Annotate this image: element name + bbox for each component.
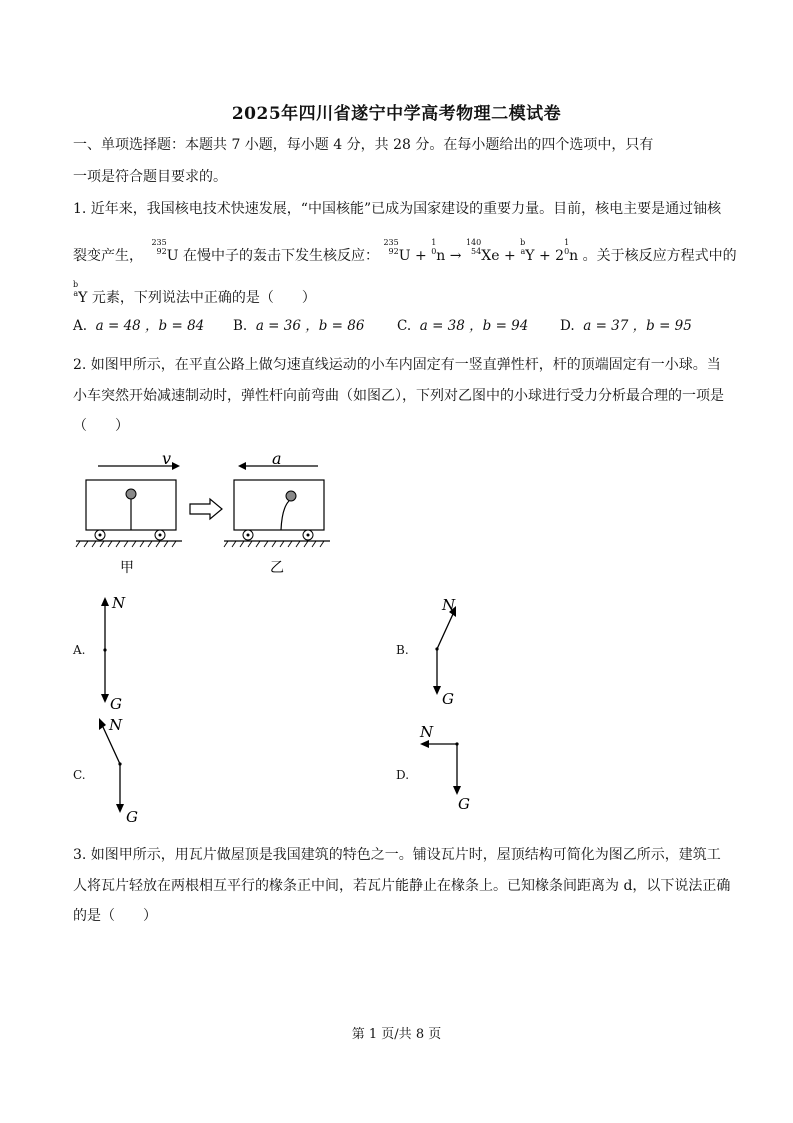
- caption-yi: 乙: [270, 560, 284, 576]
- xe-mass: 140: [465, 238, 482, 247]
- option-label: A.: [73, 318, 88, 334]
- normal-force-label: N: [112, 594, 126, 612]
- q2-text-line3: （ ）: [73, 418, 129, 434]
- q1-text-line2: [73, 238, 737, 267]
- q2-option-b-label[interactable]: B.: [396, 643, 409, 657]
- u-mass: 235: [383, 238, 399, 247]
- nuclide-y: [73, 280, 92, 306]
- n2-mass: 1: [564, 238, 570, 247]
- y-symbol: Y: [78, 290, 88, 306]
- option-text: a = 36 ，b = 86: [255, 318, 365, 334]
- n-mass: 1: [431, 238, 437, 247]
- q1-option-b[interactable]: [233, 314, 364, 334]
- q1-option-a[interactable]: [73, 314, 204, 334]
- q1-line2-suffix: 。关于核反应方程式中的: [582, 248, 737, 264]
- q2-option-c-diagram[interactable]: [90, 712, 150, 827]
- plus-sign: +: [415, 248, 427, 264]
- gravity-label: G: [458, 795, 470, 813]
- acceleration-label: a: [272, 449, 282, 468]
- q1-line2-prefix: 裂变产生，: [73, 248, 143, 264]
- q2-option-c-label[interactable]: C.: [73, 768, 86, 782]
- car-yi: [224, 449, 330, 576]
- q2-option-a-label[interactable]: A.: [73, 643, 86, 657]
- gravity-label: G: [442, 690, 454, 708]
- option-label: D.: [560, 318, 575, 334]
- car-jia: [76, 449, 182, 576]
- coefficient: 2: [555, 248, 565, 264]
- reaction-arrow: →: [449, 248, 462, 264]
- page-title: 2025年四川省遂宁中学高考物理二模试卷: [231, 104, 562, 124]
- q1-line2-mid: 在慢中子的轰击下发生核反应：: [183, 248, 379, 264]
- y-mass: b: [73, 280, 79, 289]
- q1-line3-text: 元素，下列说法中正确的是（ ）: [91, 290, 316, 306]
- u-symbol: U: [398, 248, 411, 264]
- velocity-label: v: [162, 449, 172, 468]
- nuclide-number: 92: [156, 247, 167, 256]
- q2-option-b-diagram[interactable]: [425, 592, 475, 712]
- plus-sign: +: [503, 248, 516, 264]
- q3-text-line1: 3. 如图甲所示，用瓦片做屋顶是我国建筑的特色之一。铺设瓦片时，屋顶结构可简化为图乙所示，建筑工: [73, 847, 721, 863]
- option-label: C.: [397, 318, 412, 334]
- n-symbol: n: [436, 248, 446, 264]
- transition-arrow-icon: [190, 499, 222, 519]
- page-footer: 第 1 页/共 8 页: [351, 1027, 442, 1042]
- y-number: a: [520, 247, 526, 256]
- q1-option-d[interactable]: [560, 314, 692, 334]
- caption-jia: 甲: [120, 560, 134, 576]
- nuclide-symbol: U: [166, 248, 179, 264]
- nuclear-reaction-equation: [383, 238, 582, 264]
- plus-sign: +: [538, 248, 551, 264]
- q1-option-c[interactable]: [397, 314, 528, 334]
- q1-text-line3: [73, 280, 316, 309]
- nuclide-u235: [151, 238, 183, 264]
- option-text: a = 37 ，b = 95: [583, 318, 692, 334]
- n-number: 0: [431, 247, 437, 256]
- option-text: a = 48 ，b = 84: [95, 318, 205, 334]
- xe-symbol: Xe: [481, 248, 500, 264]
- y-number: a: [73, 289, 79, 298]
- gravity-label: G: [126, 808, 138, 826]
- car-figure: [70, 448, 350, 578]
- q2-option-d-label[interactable]: D.: [396, 768, 410, 782]
- q3-text-line3: 的是（ ）: [73, 908, 157, 924]
- xe-number: 54: [471, 247, 482, 256]
- u-number: 92: [388, 247, 399, 256]
- y-mass: b: [520, 238, 526, 247]
- gravity-label: G: [110, 695, 122, 712]
- n2-symbol: n: [569, 248, 579, 264]
- q3-text-line2: 人将瓦片轻放在两根相互平行的椽条正中间，若瓦片能静止在椽条上。已知椽条间距离为 d，以下说法正确: [73, 878, 731, 894]
- normal-force-label: N: [442, 596, 456, 614]
- q2-option-d-diagram[interactable]: [415, 720, 485, 815]
- option-label: B.: [233, 318, 248, 334]
- option-text: a = 38 ，b = 94: [419, 318, 529, 334]
- q2-text-line2: 小车突然开始减速制动时，弹性杆向前弯曲（如图乙），下列对乙图中的小球进行受力分析最合理的一项是: [73, 388, 724, 404]
- q2-text-line1: 2. 如图甲所示，在平直公路上做匀速直线运动的小车内固定有一竖直弹性杆，杆的顶端固定有一小球。当: [73, 357, 721, 373]
- n2-number: 0: [564, 247, 570, 256]
- section-instruction-line2: 一项是符合题目要求的。: [73, 169, 227, 185]
- nuclide-mass: 235: [151, 238, 167, 247]
- y-symbol: Y: [525, 248, 535, 264]
- q2-option-a-diagram[interactable]: [95, 592, 135, 712]
- section-instruction-line1: 一、单项选择题：本题共 7 小题，每小题 4 分，共 28 分。在每小题给出的四个选项中，只有: [73, 137, 654, 153]
- normal-force-label: N: [109, 716, 123, 734]
- q1-text-line1: 1. 近年来，我国核电技术快速发展，“中国核能”已成为国家建设的重要力量。目前，核电主要是通过铀核: [73, 201, 722, 217]
- normal-force-label: N: [420, 723, 434, 741]
